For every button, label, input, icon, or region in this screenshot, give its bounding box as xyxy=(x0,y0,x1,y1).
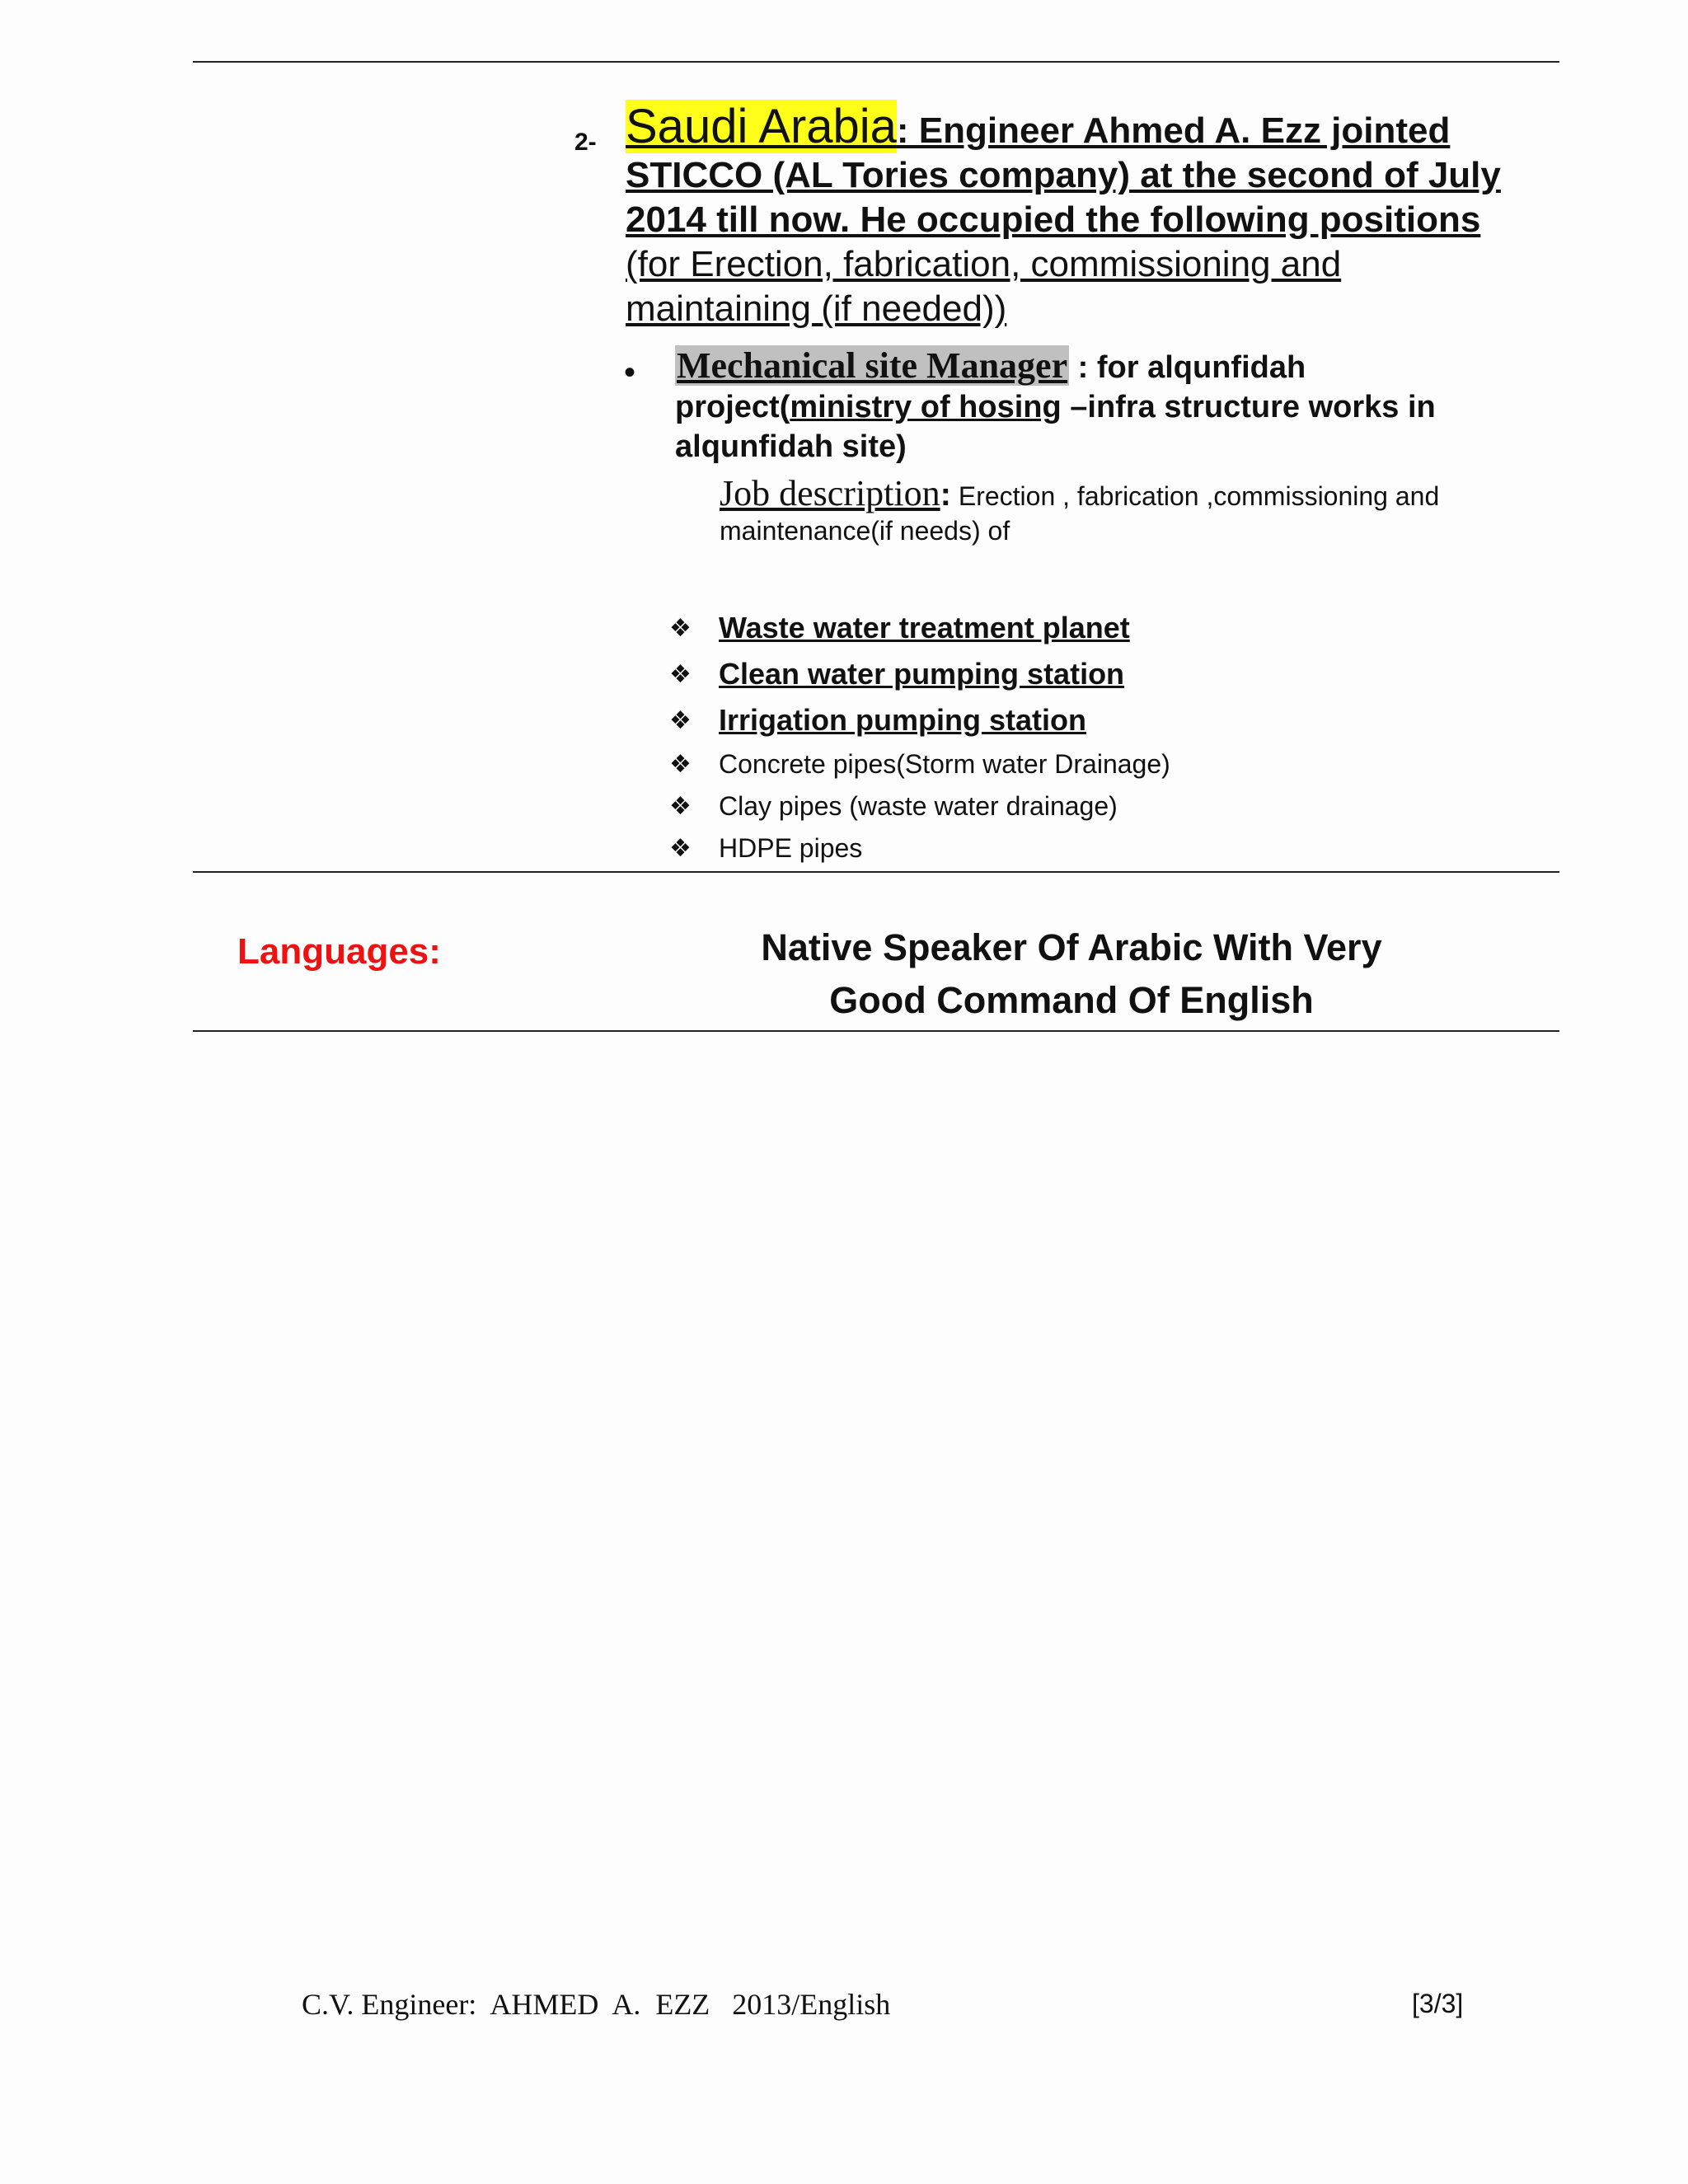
scope-list xyxy=(669,605,1170,869)
position-entry xyxy=(675,346,1565,466)
diamond-bullet-icon: ❖ xyxy=(669,613,692,643)
diamond-bullet-icon: ❖ xyxy=(669,659,692,689)
languages-text xyxy=(626,921,1517,1027)
list-item xyxy=(669,743,1170,785)
ministry-text: ministry of hosing xyxy=(790,390,1062,424)
bullet-dot-icon: • xyxy=(624,354,636,391)
position-line-3: alqunfidah site) xyxy=(675,429,907,464)
section-divider xyxy=(193,871,1559,873)
heading-line-5: maintaining (if needed)) xyxy=(626,288,1007,329)
diamond-bullet-icon: ❖ xyxy=(669,792,692,821)
list-item-text: Waste water treatment planet xyxy=(719,611,1130,644)
list-item-text: Irrigation pumping station xyxy=(719,703,1086,737)
top-rule xyxy=(193,61,1559,63)
heading-line-1 xyxy=(626,102,1565,153)
position-text-a: : for alqunfidah xyxy=(1069,350,1306,385)
footer-text: C.V. Engineer: AHMED A. EZZ 2013/English xyxy=(302,1988,891,2021)
diamond-bullet-icon: ❖ xyxy=(669,834,692,863)
position-line-2 xyxy=(675,387,1565,427)
list-item xyxy=(669,785,1170,827)
list-item-text: Clay pipes (waste water drainage) xyxy=(719,791,1118,821)
page-number: [3/3] xyxy=(1412,1989,1464,2018)
bottom-rule xyxy=(193,1030,1559,1032)
heading-line-3: 2014 till now. He occupied the following positions xyxy=(626,199,1481,240)
job-description xyxy=(720,473,1552,548)
job-description-colon: : xyxy=(940,476,951,513)
job-description-text-1: Erection , fabrication ,commissioning and xyxy=(950,481,1440,511)
section-number: 2- xyxy=(574,129,597,156)
languages-line-1: Native Speaker Of Arabic With Very xyxy=(761,926,1382,968)
list-item-text: HDPE pipes xyxy=(719,833,863,863)
heading-line-2: STICCO (AL Tories company) at the second of July xyxy=(626,155,1501,195)
list-item xyxy=(669,605,1170,651)
position-text-c: –infra structure works in xyxy=(1061,390,1436,424)
heading-line-4: (for Erection, fabrication, commissioning and xyxy=(626,244,1342,284)
job-description-line-2: maintenance(if needs) of xyxy=(720,516,1010,546)
list-item xyxy=(669,827,1170,869)
job-description-label: Job description xyxy=(720,473,940,513)
job-description-line-1 xyxy=(720,473,1552,513)
section-heading xyxy=(626,102,1565,331)
list-item-text: Clean water pumping station xyxy=(719,657,1125,691)
list-item xyxy=(669,651,1170,697)
languages-line-2: Good Command Of English xyxy=(829,979,1314,1021)
position-line-1 xyxy=(675,346,1565,387)
languages-label: Languages: xyxy=(237,931,441,972)
country-highlight: Saudi Arabia xyxy=(626,100,897,153)
list-item xyxy=(669,697,1170,743)
intro-text-1: : Engineer Ahmed A. Ezz jointed xyxy=(896,110,1451,151)
diamond-bullet-icon: ❖ xyxy=(669,750,692,779)
position-text-b: project( xyxy=(675,390,790,424)
list-item-text: Concrete pipes(Storm water Drainage) xyxy=(719,749,1170,779)
diamond-bullet-icon: ❖ xyxy=(669,705,692,735)
position-title: Mechanical site Manager xyxy=(677,345,1068,386)
